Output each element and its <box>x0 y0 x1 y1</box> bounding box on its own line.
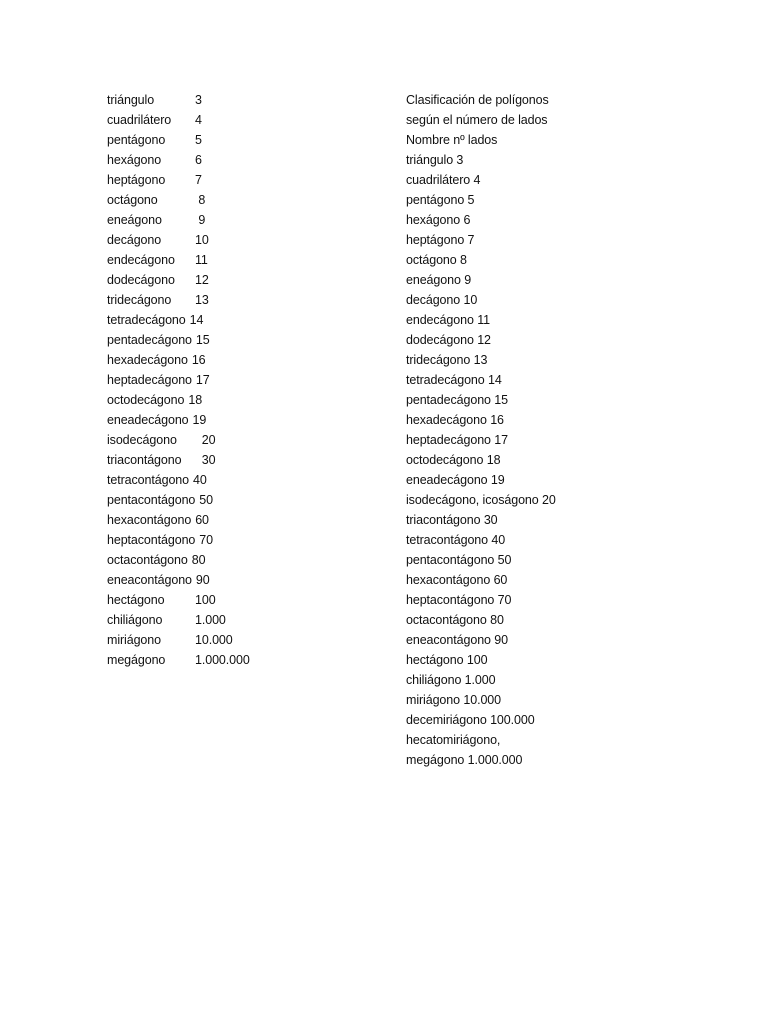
polygon-sides: 70 <box>199 533 213 547</box>
list-title-line: Clasificación de polígonos <box>406 93 549 107</box>
polygon-name: miriágono <box>107 633 161 647</box>
right-list-item: eneacontágono 90 <box>406 633 508 647</box>
polygon-name: eneadecágono <box>107 413 189 427</box>
right-list-item: pentacontágono 50 <box>406 553 512 567</box>
polygon-sides: 6 <box>195 153 202 167</box>
polygon-name: tetracontágono <box>107 473 189 487</box>
polygon-name: heptadecágono <box>107 373 192 387</box>
left-list-item <box>107 270 367 290</box>
polygon-sides: 1.000 <box>195 613 226 627</box>
right-list-item: octodecágono 18 <box>406 453 501 467</box>
right-list-item: heptadecágono 17 <box>406 433 508 447</box>
right-list-item: triacontágono 30 <box>406 513 498 527</box>
left-list-item <box>107 350 367 370</box>
polygon-sides: 10 <box>195 233 209 247</box>
right-list-item: octacontágono 80 <box>406 613 504 627</box>
polygon-name: eneacontágono <box>107 573 192 587</box>
right-list-item: heptacontágono 70 <box>406 593 512 607</box>
left-list-item <box>107 150 367 170</box>
polygon-sides: 14 <box>189 313 204 327</box>
polygon-sides: 16 <box>191 353 206 367</box>
right-list-item: tetracontágono 40 <box>406 533 506 547</box>
polygon-sides: 13 <box>195 293 209 307</box>
left-list-item <box>107 110 367 130</box>
right-list-item: hexacontágono 60 <box>406 573 508 587</box>
left-list-item <box>107 370 367 390</box>
polygon-name: megágono <box>107 653 166 667</box>
polygon-sides: 5 <box>195 133 202 147</box>
polygon-sides: 90 <box>195 573 210 587</box>
right-list-item: tridecágono 13 <box>406 353 488 367</box>
right-list-item: hecatomiriágono, <box>406 733 501 747</box>
polygon-name: hexágono <box>107 153 162 167</box>
left-list-item <box>107 250 367 270</box>
polygon-name: heptacontágono <box>107 533 196 547</box>
polygon-sides: 12 <box>195 273 209 287</box>
polygon-name: tridecágono <box>107 293 172 307</box>
right-list-item: tetradecágono 14 <box>406 373 502 387</box>
polygon-sides: 1.000.000 <box>195 653 250 667</box>
polygon-name: tetradecágono <box>107 313 186 327</box>
left-list-item <box>107 290 367 310</box>
left-list-item <box>107 190 367 210</box>
polygon-sides: 7 <box>195 173 202 187</box>
polygon-sides: 15 <box>195 333 210 347</box>
left-list-item <box>107 610 367 630</box>
polygon-name: dodecágono <box>107 273 175 287</box>
left-list-item <box>107 90 367 110</box>
polygon-sides: 20 <box>195 433 216 447</box>
left-list-item <box>107 550 367 570</box>
polygon-name: decágono <box>107 233 162 247</box>
polygon-name: endecágono <box>107 253 175 267</box>
right-list-item: chiliágono 1.000 <box>406 673 496 687</box>
right-list-item: hexágono 6 <box>406 213 471 227</box>
polygon-name: hexadecágono <box>107 353 188 367</box>
left-list-item <box>107 210 367 230</box>
right-list-item: miriágono 10.000 <box>406 693 501 707</box>
left-list-item <box>107 470 367 490</box>
right-list-item: hectágono 100 <box>406 653 488 667</box>
polygon-sides: 9 <box>195 213 206 227</box>
right-list-item: pentágono 5 <box>406 193 475 207</box>
right-list-item: triángulo 3 <box>406 153 464 167</box>
polygon-sides: 80 <box>191 553 206 567</box>
right-list-item: isodecágono, icoságono 20 <box>406 493 556 507</box>
polygon-name: octodecágono <box>107 393 185 407</box>
right-list-item: dodecágono 12 <box>406 333 491 347</box>
polygon-name: triacontágono <box>107 453 182 467</box>
polygon-sides: 30 <box>195 453 216 467</box>
polygon-sides: 11 <box>195 253 208 267</box>
polygon-name: triángulo <box>107 93 155 107</box>
left-list-item <box>107 530 367 550</box>
right-list-item: heptágono 7 <box>406 233 475 247</box>
left-list-item <box>107 510 367 530</box>
left-list-item <box>107 650 367 670</box>
polygon-sides: 40 <box>193 473 207 487</box>
polygon-sides: 17 <box>195 373 210 387</box>
polygon-name: pentágono <box>107 133 166 147</box>
polygon-sides: 60 <box>195 513 209 527</box>
polygon-sides: 100 <box>195 593 216 607</box>
left-list-item <box>107 330 367 350</box>
left-list-item <box>107 230 367 250</box>
left-list-item <box>107 630 367 650</box>
left-list-item <box>107 570 367 590</box>
list-header-line: Nombre nº lados <box>406 133 498 147</box>
polygon-name: pentadecágono <box>107 333 192 347</box>
left-list-item <box>107 590 367 610</box>
right-list-item: hexadecágono 16 <box>406 413 504 427</box>
polygon-name: hexacontágono <box>107 513 192 527</box>
polygon-name: pentacontágono <box>107 493 196 507</box>
polygon-sides: 50 <box>199 493 213 507</box>
polygon-name: octacontágono <box>107 553 188 567</box>
polygon-sides: 10.000 <box>195 633 233 647</box>
polygon-name: eneágono <box>107 213 162 227</box>
right-list-item: eneágono 9 <box>406 273 472 287</box>
right-list-item: octágono 8 <box>406 253 467 267</box>
list-title-line: según el número de lados <box>406 113 548 127</box>
polygon-name: octágono <box>107 193 158 207</box>
polygon-name: isodecágono <box>107 433 177 447</box>
left-list-item <box>107 130 367 150</box>
right-list-item: pentadecágono 15 <box>406 393 508 407</box>
left-list-item <box>107 310 367 330</box>
left-list-item <box>107 170 367 190</box>
polygon-sides: 8 <box>195 193 206 207</box>
polygon-name: chiliágono <box>107 613 163 627</box>
right-list-item: decágono 10 <box>406 293 478 307</box>
right-list-item: eneadecágono 19 <box>406 473 505 487</box>
right-list-item: cuadrilátero 4 <box>406 173 481 187</box>
right-list-item: megágono 1.000.000 <box>406 753 523 767</box>
left-list-item <box>107 490 367 510</box>
right-list-item: decemiriágono 100.000 <box>406 713 535 727</box>
polygon-name: cuadrilátero <box>107 113 172 127</box>
right-list-item: endecágono 11 <box>406 313 490 327</box>
polygon-name: heptágono <box>107 173 166 187</box>
polygon-name: hectágono <box>107 593 165 607</box>
left-list-item <box>107 430 367 450</box>
left-list-item <box>107 390 367 410</box>
left-list-item <box>107 410 367 430</box>
left-list-item <box>107 450 367 470</box>
polygon-sides: 18 <box>188 393 203 407</box>
polygon-sides: 19 <box>192 413 207 427</box>
polygon-list-left <box>107 90 367 670</box>
polygon-list-right <box>406 90 736 770</box>
polygon-sides: 4 <box>195 113 202 127</box>
polygon-sides: 3 <box>195 93 202 107</box>
